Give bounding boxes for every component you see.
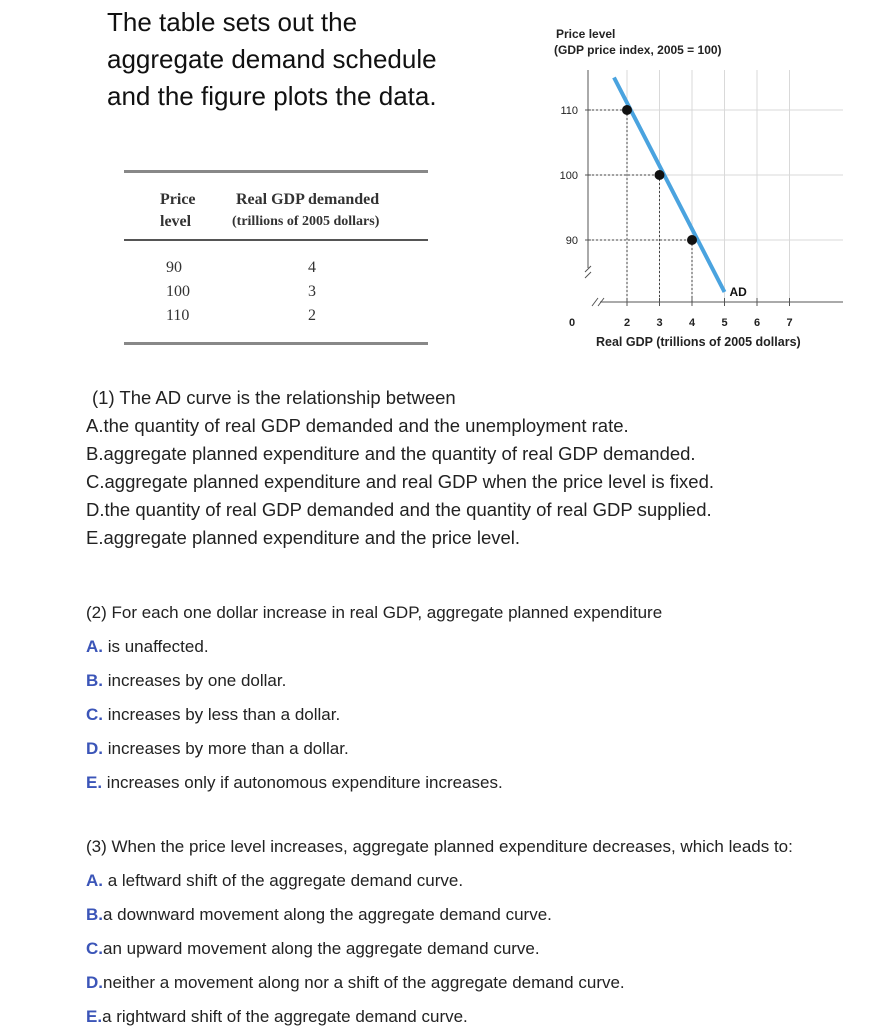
x-axis-label: Real GDP (trillions of 2005 dollars) (596, 335, 801, 349)
option-text: is unaffected. (103, 637, 209, 656)
data-point (687, 235, 697, 245)
gdp-cell: 2 (308, 307, 316, 324)
option-letter: C. (86, 705, 103, 724)
table-row (124, 280, 428, 304)
question-3-option-a[interactable] (86, 864, 886, 898)
option-letter: D. (86, 973, 103, 992)
ad-curve-label: AD (729, 285, 747, 299)
question-3-option-e[interactable] (86, 1000, 886, 1034)
price-cell: 110 (166, 307, 190, 324)
intro-text (107, 4, 507, 115)
gdp-cell: 4 (308, 259, 316, 276)
option-text: an upward movement along the aggregate demand curve. (103, 939, 540, 958)
option-letter: E. (86, 1007, 103, 1026)
question-1-option-e[interactable]: E.aggregate planned expenditure and the price level. (86, 527, 521, 548)
option-text: increases by one dollar. (103, 671, 287, 690)
x-tick-label: 6 (753, 317, 761, 329)
question-2 (86, 596, 886, 800)
gdp-header-title: Real GDP demanded (236, 191, 380, 208)
question-2-option-d[interactable] (86, 732, 886, 766)
chart-plot-area (560, 70, 843, 329)
question-2-option-c[interactable] (86, 698, 886, 732)
question-2-option-b[interactable] (86, 664, 886, 698)
option-text: increases by less than a dollar. (103, 705, 341, 724)
option-letter: B. (86, 905, 103, 924)
questions (86, 384, 886, 1026)
question-1-option-c[interactable]: C.aggregate planned expenditure and real GDP when the price level is fixed. (86, 471, 715, 492)
option-letter: C. (86, 939, 103, 958)
price-cell: 100 (166, 283, 190, 300)
question-3-stem: (3) When the price level increases, aggregate planned expenditure decreases, which leads to: (86, 837, 793, 856)
question-1 (86, 384, 886, 552)
option-text: a leftward shift of the aggregate demand curve. (103, 871, 464, 890)
price-header-line: Price (160, 191, 196, 208)
x-tick-label: 5 (721, 317, 728, 329)
price-header (124, 189, 236, 233)
question-2-option-e[interactable] (86, 766, 886, 800)
x-tick-label: 3 (656, 317, 663, 329)
data-point (655, 170, 665, 180)
question-1-stem: (1) The AD curve is the relationship between (92, 387, 456, 408)
table-header (124, 173, 428, 239)
x-tick-label: 4 (688, 317, 696, 329)
gdp-cell: 3 (308, 283, 316, 300)
y-axis-label-sub: (GDP price index, 2005 = 100) (554, 43, 722, 57)
table-row (124, 256, 428, 280)
option-letter: A. (86, 637, 103, 656)
table-bottom-rule (124, 342, 428, 345)
option-text: neither a movement along nor a shift of the aggregate demand curve. (103, 973, 625, 992)
question-3-option-b[interactable] (86, 898, 886, 932)
gdp-header (232, 189, 428, 233)
question-1-option-b[interactable]: B.aggregate planned expenditure and the quantity of real GDP demanded. (86, 443, 696, 464)
option-letter: E. (86, 773, 103, 792)
intro-line: and the figure plots the data. (107, 81, 437, 111)
question-1-option-d[interactable]: D.the quantity of real GDP demanded and the quantity of real GDP supplied. (86, 499, 712, 520)
x-tick-label: 7 (786, 317, 793, 329)
table-body (124, 241, 428, 342)
option-letter: B. (86, 671, 103, 690)
intro-line: The table sets out the (107, 7, 358, 37)
question-3-option-d[interactable] (86, 966, 886, 1000)
y-axis-label: Price level (556, 27, 616, 41)
question-1-option-a[interactable]: A.the quantity of real GDP demanded and the unemployment rate. (86, 415, 629, 436)
y-tick-label: 100 (559, 170, 578, 182)
y-tick-label: 110 (560, 105, 578, 117)
option-letter: D. (86, 739, 103, 758)
question-3-option-c[interactable] (86, 932, 886, 966)
question-3 (86, 830, 886, 1034)
option-letter: A. (86, 871, 103, 890)
question-2-option-a[interactable] (86, 630, 886, 664)
intro-line: aggregate demand schedule (107, 44, 437, 74)
x-tick-label: 2 (623, 317, 631, 329)
option-text: a rightward shift of the aggregate demand curve. (102, 1007, 468, 1026)
option-text: increases by more than a dollar. (103, 739, 349, 758)
gdp-header-sub: (trillions of 2005 dollars) (232, 214, 380, 229)
price-cell: 90 (166, 259, 182, 276)
table-row (124, 304, 428, 328)
price-header-line: level (160, 213, 192, 230)
ad-chart (548, 20, 868, 360)
option-text: increases only if autonomous expenditure increases. (102, 773, 503, 792)
data-point (622, 105, 632, 115)
ad-schedule-table (124, 170, 428, 345)
option-text: a downward movement along the aggregate demand curve. (103, 905, 552, 924)
y-tick-label: 90 (565, 235, 578, 247)
origin-label: 0 (568, 317, 576, 329)
question-2-stem: (2) For each one dollar increase in real GDP, aggregate planned expenditure (86, 603, 663, 622)
